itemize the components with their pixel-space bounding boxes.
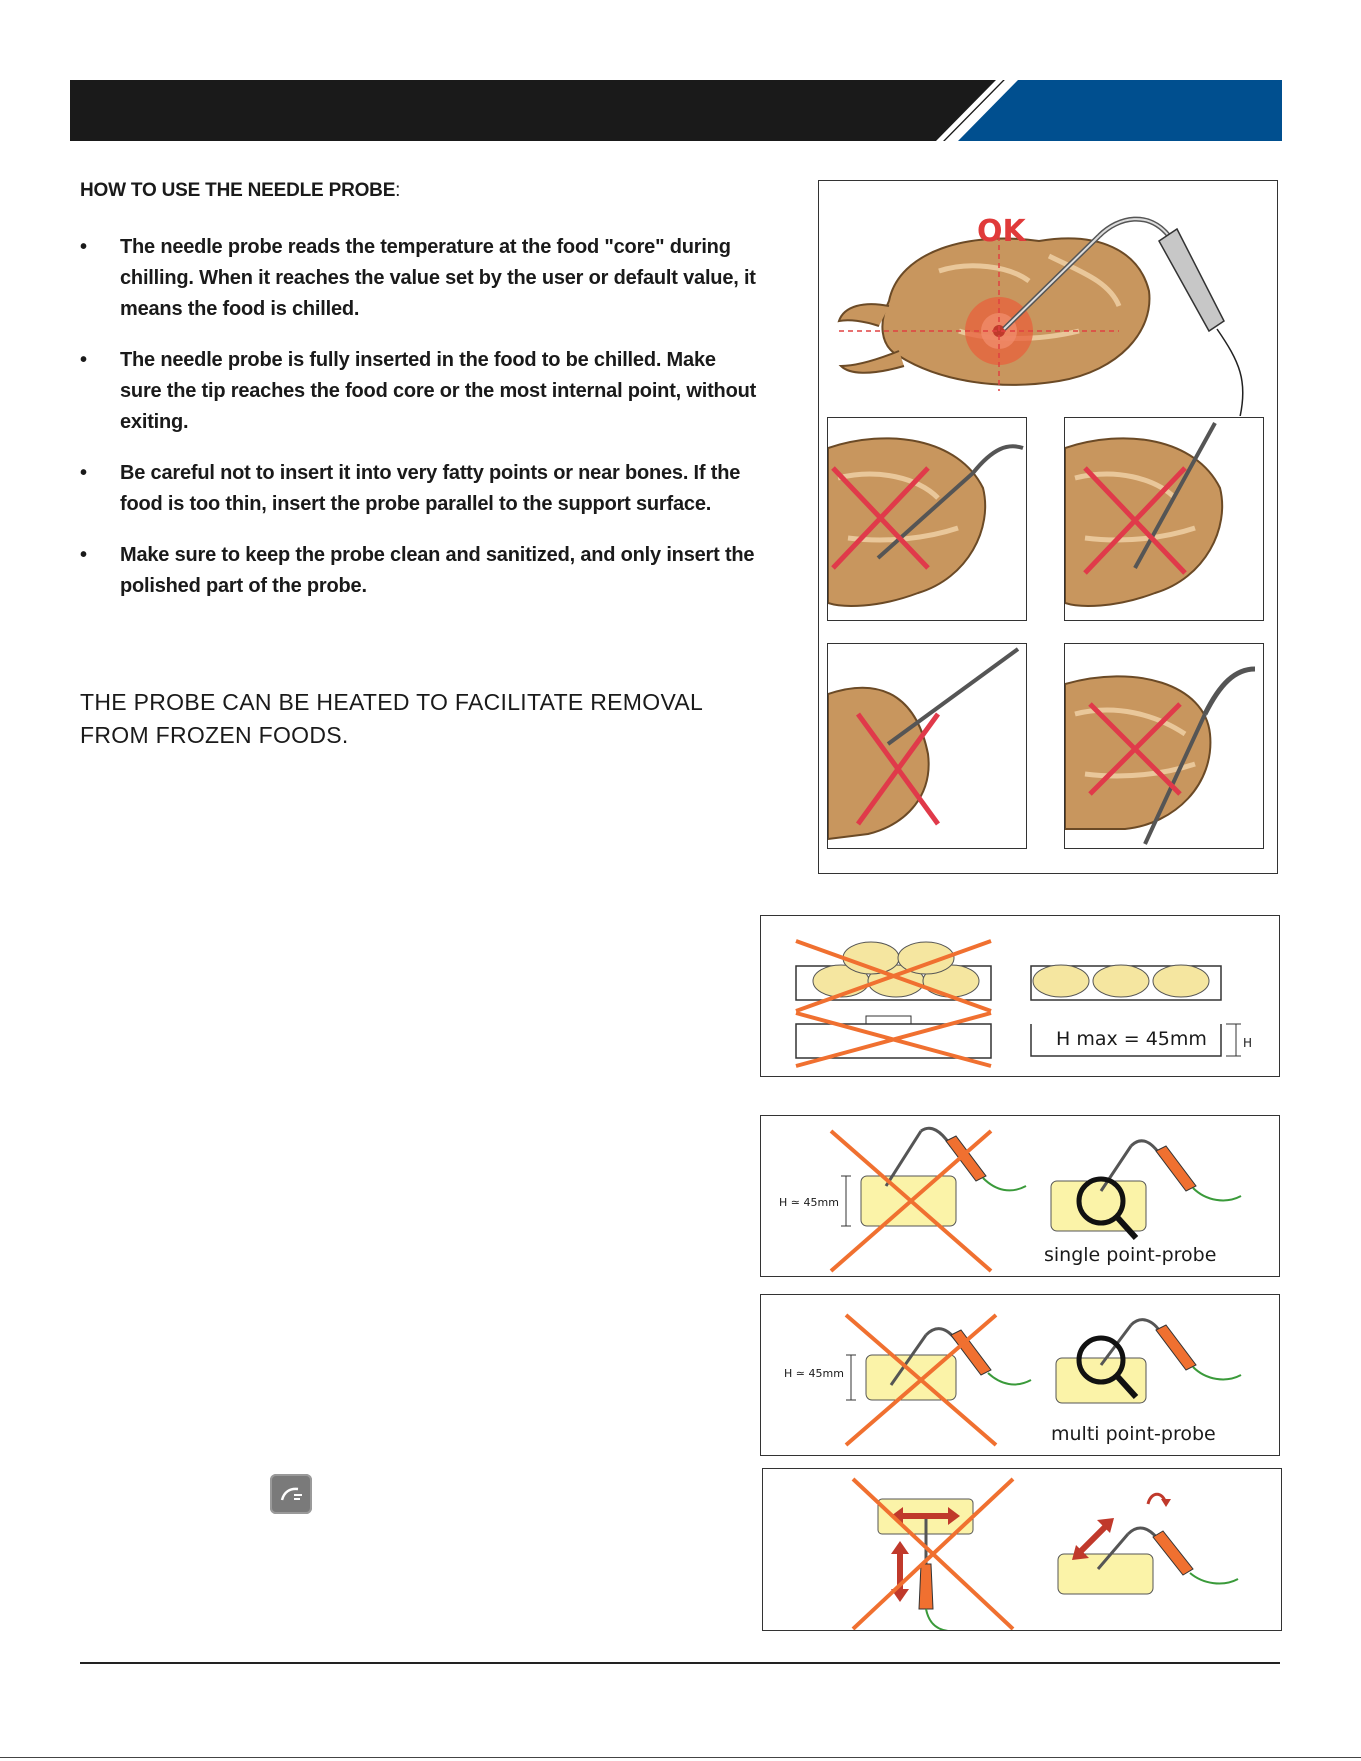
multi-point-probe-label: multi point-probe xyxy=(1051,1423,1216,1445)
removal-note: THE PROBE CAN BE HEATED TO FACILITATE REMOVAL FROM FROZEN FOODS. xyxy=(80,689,703,748)
header-bar xyxy=(0,0,1361,150)
multi-h-label: H ≃ 45mm xyxy=(784,1367,844,1380)
list-item: • The needle probe is fully inserted in the food to be chilled. Make sure the tip reaches the food core or the most internal point, without exiting. xyxy=(80,349,757,433)
list-item: • Be careful not to insert it into very fatty points or near bones. If the food is too thin, insert the probe parallel to the support surface. xyxy=(80,462,741,515)
list-item: • Make sure to keep the probe clean and sanitized, and only insert the polished part of the probe. xyxy=(80,544,755,597)
multi-point-probe-figure xyxy=(760,1294,1280,1456)
section-heading: HOW TO USE THE NEEDLE PROBE: xyxy=(80,180,401,201)
single-h-label: H ≃ 45mm xyxy=(779,1196,839,1209)
ok-label: OK xyxy=(977,214,1026,249)
tray-height-figure xyxy=(760,915,1280,1077)
tray-h-label: H xyxy=(1243,1036,1253,1050)
wrong-angle-figure-3 xyxy=(827,643,1027,849)
probe-insertion-figure xyxy=(818,180,1278,874)
tray-max-label: H max = 45mm xyxy=(1056,1028,1207,1050)
single-point-probe-label: single point-probe xyxy=(1044,1244,1217,1266)
probe-heat-icon xyxy=(270,1474,312,1514)
list-item: • The needle probe reads the temperature at the food "core" during chilling. When it reaches the value set by the user or default value, it means the food is chilled. xyxy=(80,236,756,320)
page-bottom-edge xyxy=(0,1757,1361,1758)
instruction-list xyxy=(80,232,760,622)
wrong-angle-figure-4 xyxy=(1064,643,1264,849)
wrong-angle-figure-1 xyxy=(827,417,1027,621)
wrong-angle-figure-2 xyxy=(1064,417,1264,621)
probe-removal-figure xyxy=(762,1468,1282,1631)
footer-divider xyxy=(80,1662,1280,1664)
single-point-probe-figure xyxy=(760,1115,1280,1277)
ok-chicken-illustration xyxy=(819,181,1279,416)
